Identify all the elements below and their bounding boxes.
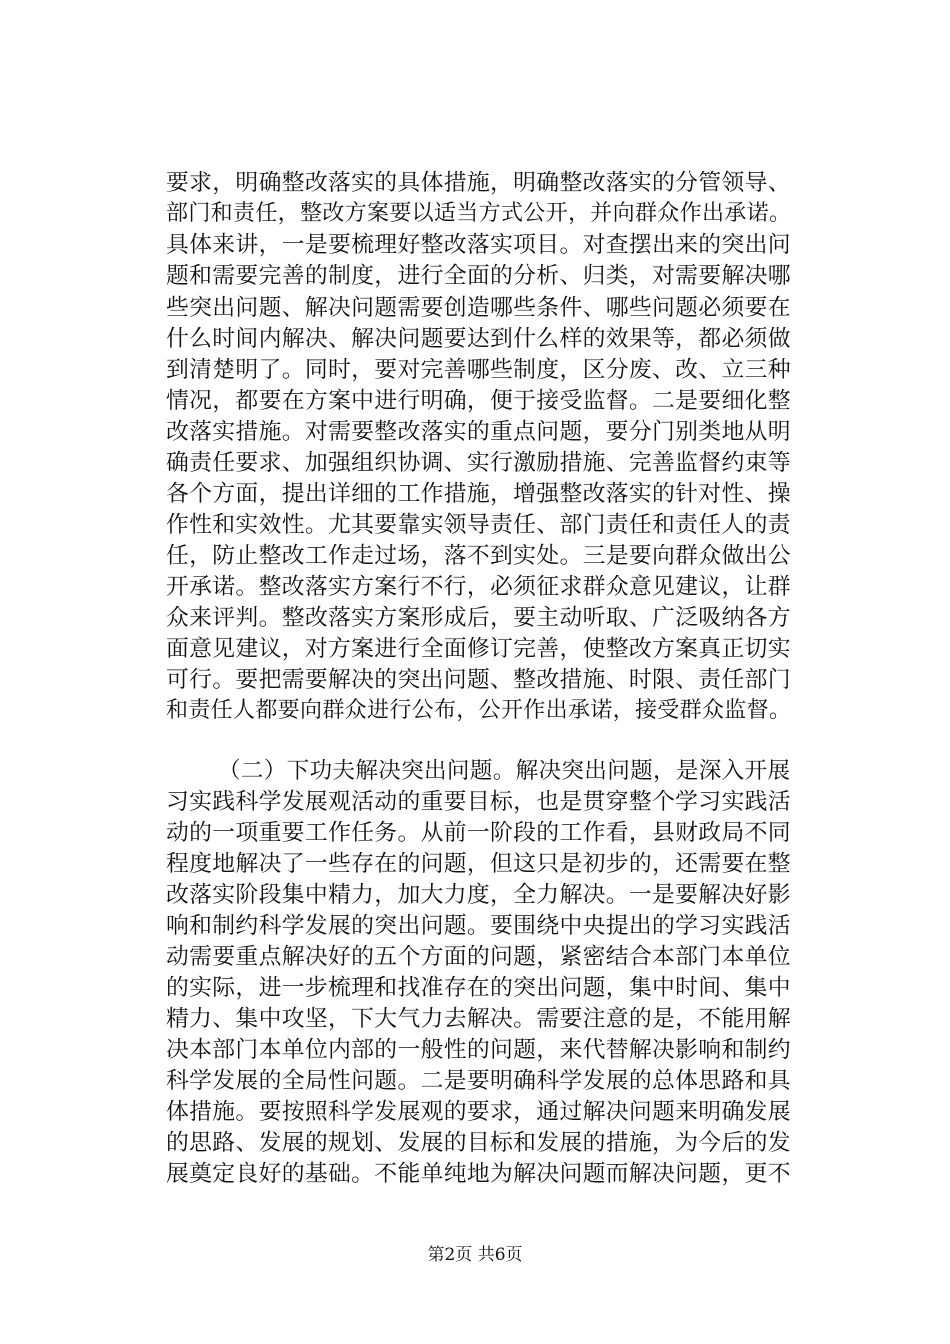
text-line: 可行。要把需要解决的突出问题、整改措施、时限、责任部门	[166, 667, 791, 693]
text-line: 和责任人都要向群众进行公布，公开作出承诺，接受群众监督。	[166, 698, 792, 723]
text-line: 精力、集中攻坚，下大气力去解决。需要注意的是，不能用解	[166, 1006, 791, 1032]
text-line: 响和制约科学发展的突出问题。要围绕中央提出的学习实践活	[166, 913, 791, 939]
text-line: 具体来讲，一是要梳理好整改落实项目。对查摆出来的突出问	[166, 232, 791, 258]
text-line: 的实际，进一步梳理和找准存在的突出问题，集中时间、集中	[166, 975, 791, 1001]
text-line: 确责任要求、加强组织协调、实行激励措施、完善监督约束等	[166, 450, 791, 476]
text-line: 部门和责任，整改方案要以适当方式公开，并向群众作出承诺。	[166, 201, 792, 226]
text-line: 任，防止整改工作走过场，落不到实处。三是要向群众做出公	[166, 543, 791, 569]
text-line: 动需要重点解决好的五个方面的问题，紧密结合本部门本单位	[166, 944, 791, 970]
text-line: 众来评判。整改落实方案形成后，要主动听取、广泛吸纳各方	[166, 605, 791, 631]
text-line: 题和需要完善的制度，进行全面的分析、归类，对需要解决哪	[166, 263, 791, 289]
text-line: 展奠定良好的基础。不能单纯地为解决问题而解决问题，更不	[166, 1161, 791, 1187]
text-line: 改落实措施。对需要整改落实的重点问题，要分门别类地从明	[166, 419, 791, 445]
text-line: 些突出问题、解决问题需要创造哪些条件、哪些问题必须要在	[166, 295, 791, 321]
text-line: 作性和实效性。尤其要靠实领导责任、部门责任和责任人的责	[166, 512, 791, 538]
text-line: 习实践科学发展观活动的重要目标，也是贯穿整个学习实践活	[166, 789, 791, 815]
text-line: 面意见建议，对方案进行全面修订完善，使整改方案真正切实	[166, 636, 791, 662]
text-line-indented: （二）下功夫解决突出问题。解决突出问题，是深入开展	[218, 758, 791, 784]
text-line: 决本部门本单位内部的一般性的问题，来代替解决影响和制约	[166, 1037, 791, 1063]
text-line: 要求，明确整改落实的具体措施，明确整改落实的分管领导、	[166, 170, 791, 196]
text-line: 情况，都要在方案中进行明确，便于接受监督。二是要细化整	[166, 388, 791, 414]
text-line: 开承诺。整改落实方案行不行，必须征求群众意见建议，让群	[166, 574, 791, 600]
text-line: 体措施。要按照科学发展观的要求，通过解决问题来明确发展	[166, 1099, 791, 1125]
text-line: 的思路、发展的规划、发展的目标和发展的措施，为今后的发	[166, 1130, 791, 1156]
text-line: 动的一项重要工作任务。从前一阶段的工作看，县财政局不同	[166, 820, 791, 846]
text-line: 程度地解决了一些存在的问题，但这只是初步的，还需要在整	[166, 851, 791, 877]
text-line: 什么时间内解决、解决问题要达到什么样的效果等，都必须做	[166, 326, 791, 352]
page-number-footer: 第2页 共6页	[427, 1245, 523, 1265]
text-line: 各个方面，提出详细的工作措施，增强整改落实的针对性、操	[166, 481, 791, 507]
text-line: 科学发展的全局性问题。二是要明确科学发展的总体思路和具	[166, 1068, 791, 1094]
text-line: 改落实阶段集中精力，加大力度，全力解决。一是要解决好影	[166, 882, 791, 908]
text-line: 到清楚明了。同时，要对完善哪些制度，区分废、改、立三种	[166, 357, 791, 383]
